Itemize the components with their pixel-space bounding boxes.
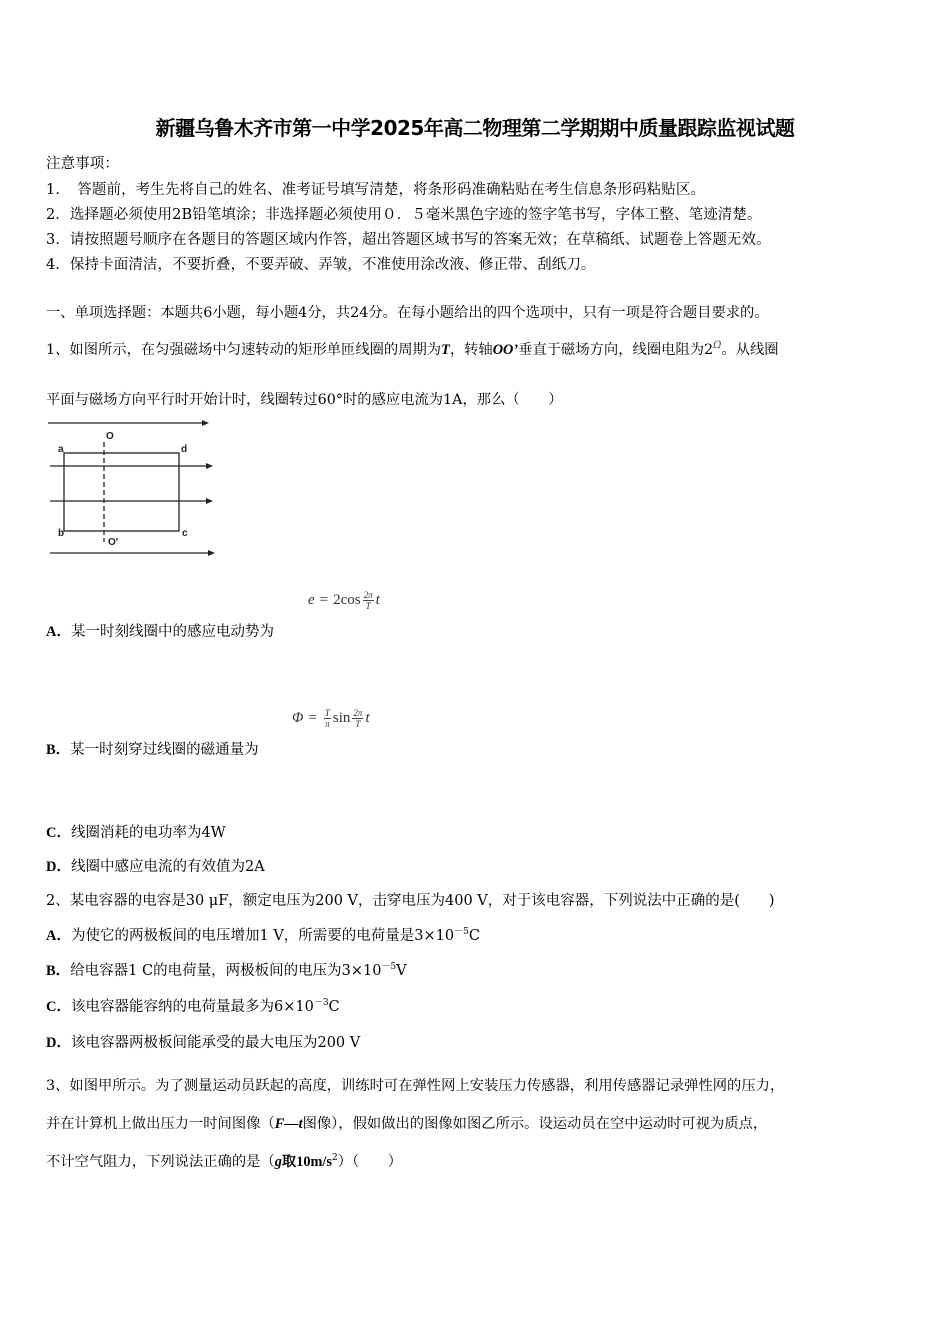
option-text: 该电容器两极板间能承受的最大电压为200 V	[70, 1035, 361, 1051]
option-exponent: －3	[313, 998, 329, 1009]
option-unit: V	[396, 963, 407, 979]
q2-option-b[interactable]	[46, 959, 407, 980]
q1-option-d[interactable]	[46, 855, 265, 876]
q1-stem-part-d: 。从线圈	[721, 342, 779, 358]
q1-option-a[interactable]	[46, 620, 274, 641]
formula-eq: =	[319, 592, 329, 608]
q3-stem-line2	[46, 1113, 767, 1133]
notice-heading: 注意事项：	[46, 156, 119, 172]
option-text: 该电容器能容纳的电荷量最多为6×10	[70, 999, 314, 1015]
q3-line3-part-b: 取10m/s	[281, 1154, 332, 1170]
q1-axis-symbol: OO’	[492, 342, 519, 358]
notice-item-2: 2．选择题必须使用2B铅笔填涂；非选择题必须使用０．５毫米黑色字迹的签字笔书写，字体工整、笔迹清楚。	[46, 207, 762, 223]
q1-option-c[interactable]	[46, 821, 226, 842]
q3-stem-line3	[46, 1151, 402, 1171]
q1-stem-part-b: ，转轴	[449, 342, 493, 358]
option-letter: D．	[46, 859, 71, 875]
fraction-numerator: 2π	[363, 590, 373, 600]
formula-fraction	[352, 708, 363, 729]
q1-option-b[interactable]	[46, 738, 259, 759]
q1-option-a-formula	[308, 590, 380, 611]
option-exponent: －5	[381, 962, 397, 973]
option-letter: B．	[46, 963, 71, 979]
q1-period-symbol: T	[441, 342, 450, 358]
notice-item-1: 1． 答题前，考生先将自己的姓名、准考证号填写清楚，将条形码准确粘贴在考生信息条形码粘贴区。	[46, 182, 706, 198]
label-b: b	[58, 528, 65, 539]
option-unit: C	[468, 928, 480, 944]
formula-eq: =	[308, 710, 317, 726]
ohm-symbol: Ω	[713, 340, 722, 352]
label-a: a	[58, 444, 64, 455]
q3-ft-symbol: F—t	[274, 1116, 303, 1132]
option-text: 某一时刻穿过线圈的磁通量为	[70, 742, 259, 758]
q3-line3-part-c: ）（ ）	[337, 1154, 403, 1170]
option-text: 给电容器1 C的电荷量，两极板间的电压为3×10	[70, 963, 382, 979]
formula-fn: sin	[332, 710, 351, 726]
section-heading: 一、单项选择题：本题共6小题，每小题4分，共24分。在每小题给出的四个选项中，只有一项是符合题目要求的。	[46, 305, 769, 321]
q3-stem-line1: 3、如图甲所示。为了测量运动员跃起的高度，训练时可在弹性网上安装压力传感器，利用传感器记录弹性网的压力，	[46, 1078, 785, 1094]
q3-line3-part-a: 不计空气阻力，下列说法正确的是（	[46, 1154, 275, 1170]
formula-var: t	[375, 592, 380, 608]
option-text: 线圈消耗的电功率为4W	[70, 825, 226, 841]
q3-g-symbol: g	[274, 1154, 282, 1170]
option-letter: A．	[46, 928, 71, 944]
formula-var: t	[365, 710, 370, 726]
notice-item-3: 3．请按照题号顺序在各题目的答题区域内作答，超出答题区域书写的答案无效；在草稿纸、试题卷上答题无效。	[46, 232, 771, 248]
fraction-denominator: π	[325, 719, 330, 729]
q1-stem-part-c: 垂直于磁场方向，线圈电阻为2	[518, 342, 714, 358]
label-c: c	[182, 528, 188, 539]
option-unit: C	[328, 999, 340, 1015]
fraction-denominator: T	[365, 601, 371, 611]
q1-stem-line1	[46, 339, 779, 359]
option-letter: D．	[46, 1035, 71, 1051]
fraction-denominator: T	[355, 719, 361, 729]
q3-exponent: 2	[331, 1153, 338, 1164]
option-letter: A．	[46, 624, 71, 640]
label-O: O	[106, 431, 114, 442]
option-exponent: －5	[454, 927, 469, 938]
coil-in-magnetic-field-diagram	[44, 417, 219, 566]
q2-stem: 2、某电容器的电容是30 μF，额定电压为200 V，击穿电压为400 V，对于该电容器，下列说法中正确的是( )	[46, 893, 775, 909]
formula-prefactor	[324, 708, 331, 729]
fraction-numerator: 2π	[353, 708, 363, 718]
label-d: d	[181, 444, 188, 455]
formula-coef: 2cos	[333, 592, 361, 608]
q3-line2-part-a: 并在计算机上做出压力一时间图像（	[46, 1116, 275, 1132]
option-text: 为使它的两极板间的电压增加1 V，所需要的电荷量是3×10	[70, 928, 455, 944]
option-letter: B．	[46, 742, 71, 758]
q1-stem-line2: 平面与磁场方向平行时开始计时，线圈转过60°时的感应电流为1A，那么（ ）	[46, 392, 563, 408]
notice-item-4: 4．保持卡面清洁，不要折叠，不要弄破、弄皱，不准使用涂改液、修正带、刮纸刀。	[46, 257, 596, 273]
formula-lhs: e	[308, 592, 315, 608]
q2-option-a[interactable]	[46, 924, 480, 945]
coil-diagram-svg	[44, 417, 219, 562]
option-letter: C．	[46, 825, 71, 841]
q1-stem-part-a: 1、如图所示，在匀强磁场中匀速转动的矩形单匝线圈的周期为	[46, 342, 442, 358]
option-letter: C．	[46, 999, 71, 1015]
formula-fraction	[363, 590, 374, 611]
q2-option-c[interactable]	[46, 995, 340, 1016]
q1-option-b-formula	[292, 708, 370, 729]
q3-line2-part-b: 图像），假如做出的图像如图乙所示。设运动员在空中运动时可视为质点，	[302, 1116, 768, 1132]
option-text: 线圈中感应电流的有效值为2A	[70, 859, 265, 875]
fraction-numerator: T	[324, 708, 330, 718]
label-O-prime: O′	[108, 537, 119, 548]
q2-option-d[interactable]	[46, 1031, 360, 1052]
formula-lhs: Φ	[292, 710, 304, 726]
option-text: 某一时刻线圈中的感应电动势为	[70, 624, 274, 640]
page-title: 新疆乌鲁木齐市第一中学2025年高二物理第二学期期中质量跟踪监视试题	[155, 116, 795, 140]
